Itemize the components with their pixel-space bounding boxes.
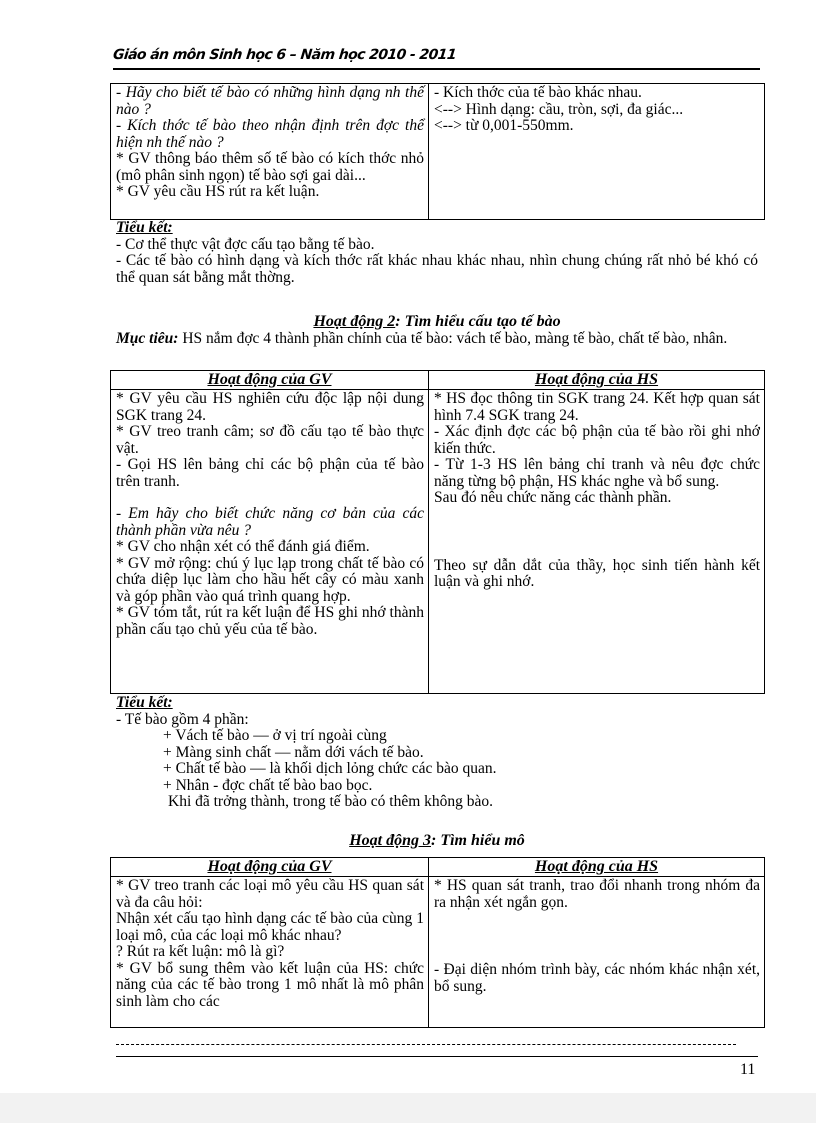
text-line: - Từ 1-3 HS lên bảng chỉ tranh và nêu đợc chức năng từng bộ phận, HS khác nghe và bổ sung. (434, 456, 760, 490)
text-line: * GV mở rộng: chú ý lục lạp trong chất tế bào có chứa diệp lục làm cho hầu hết cây có màu xanh và góp phần vào quá trình quang hợp. (116, 554, 424, 605)
table-2-hs-cell (429, 390, 764, 693)
text-line: * GV yêu cầu HS rút ra kết luận. (116, 183, 320, 200)
header-hs: Hoạt động của HS (534, 371, 659, 388)
activity-2-label: Hoạt động 2 (313, 313, 396, 330)
table-1 (110, 83, 765, 220)
spacer (434, 911, 760, 962)
activity-2-text: : Tìm hiểu cấu tạo tế bào (395, 313, 561, 330)
text-line: * GV tóm tắt, rút ra kết luận để HS ghi nhớ thành phần cấu tạo chủ yếu của tế bào. (116, 604, 424, 638)
footer-dashed-line (116, 1044, 736, 1045)
table-2-gv-cell (111, 390, 429, 693)
text-line: - Các tế bào có hình dạng và kích thớc rất khác nhau khác nhau, nhìn chung chúng rất nhỏ bé khó có thể quan sát bằng mắt thờng. (116, 252, 758, 286)
goal-label: Mục tiêu: (116, 330, 179, 347)
text-line: - Em hãy cho biết chức năng cơ bản của các thành phần vừa nêu ? (116, 505, 424, 539)
table-2-body (111, 390, 764, 693)
activity-2-goal (116, 331, 758, 348)
spacer (434, 507, 760, 558)
summary-2 (116, 695, 758, 811)
text-line: ? Rút ra kết luận: mô là gì? (116, 943, 285, 960)
table-3-hs-cell (429, 877, 764, 1027)
table-1-hs-cell (429, 84, 764, 219)
table-3 (110, 857, 765, 1028)
header-rule (113, 68, 760, 70)
table-3-gv-cell (111, 877, 429, 1027)
text-line: Nhận xét cấu tạo hình dạng các tế bào của cùng 1 loại mô, của các loại mô khác nhau? (116, 910, 424, 944)
text-line: - Xác định đợc các bộ phận của tế bào rồi ghi nhớ kiến thức. (434, 423, 760, 457)
activity-3-text: : Tìm hiểu mô (431, 832, 525, 849)
text-line: - Gọi HS lên bảng chỉ các bộ phận của tế bào trên tranh. (116, 456, 424, 490)
text-line: - Cơ thể thực vật đợc cấu tạo bằng tế bào. (116, 235, 375, 253)
text-line: - Kích thớc tế bào theo nhận định trên đợc thể hiện nh thế nào ? (116, 117, 424, 151)
header-gv: Hoạt động của GV (111, 371, 429, 389)
text-line: * HS quan sát tranh, trao đổi nhanh trong nhóm đa ra nhận xét ngắn gọn. (434, 877, 760, 911)
summary-heading: Tiểu kết: (116, 694, 173, 711)
table-3-body (111, 877, 764, 1027)
table-1-gv-cell (111, 84, 429, 219)
text-line: - Hãy cho biết tế bào có những hình dạng nh thế nào ? (116, 84, 424, 118)
text-line: Khi đã trởng thành, trong tế bào có thêm không bào. (168, 793, 494, 810)
summary-1 (116, 220, 758, 286)
list-item: + Nhân - đợc chất tế bào bao bọc. (163, 776, 373, 794)
goal-paragraph (116, 331, 758, 348)
header-gv: Hoạt động của GV (111, 858, 429, 876)
text-line: * GV treo tranh câm; sơ đồ cấu tạo tế bào thực vật. (116, 423, 424, 457)
list-item: + Màng sinh chất — nằm dới vách tế bào. (163, 743, 424, 761)
header-title: Giáo án môn Sinh học 6 – Năm học 2010 - 2011 (112, 47, 457, 63)
header-hs: Hoạt động của HS (534, 858, 659, 875)
summary-heading: Tiểu kết: (116, 219, 173, 236)
page-number: 11 (740, 1061, 756, 1078)
spacer (116, 490, 424, 506)
text-line: Sau đó nêu chức năng các thành phần. (434, 489, 672, 506)
text-line: * GV treo tranh các loại mô yêu cầu HS quan sát và đa câu hỏi: (116, 877, 424, 911)
text-line: Theo sự dẫn dắt của thầy, học sinh tiến hành kết luận và ghi nhớ. (434, 556, 760, 590)
text-line: * GV yêu cầu HS nghiên cứu độc lập nội dung SGK trang 24. (116, 390, 424, 424)
text-line: - Đại diện nhóm trình bày, các nhóm khác nhận xét, bổ sung. (434, 961, 760, 995)
activity-3-label: Hoạt động 3 (349, 832, 431, 849)
text-line: <--> từ 0,001-550mm. (434, 117, 574, 134)
footer-rule (116, 1056, 758, 1057)
table-3-header (111, 858, 764, 877)
table-2-header (111, 371, 764, 390)
text-line: * GV bổ sung thêm vào kết luận của HS: chức năng của các tế bào trong 1 mô nhất là mô phân sinh làm cho các (116, 959, 424, 1010)
activity-3-title (116, 833, 758, 850)
goal-text: HS nắm đợc 4 thành phần chính của tế bào: vách tế bào, màng tế bào, chất tế bào, nhân. (178, 330, 728, 347)
text-line: - Kích thớc của tế bào khác nhau. (434, 84, 642, 101)
text-line: * GV cho nhận xét có thể đánh giá điểm. (116, 538, 370, 555)
list-item: + Vách tế bào — ở vị trí ngoài cùng (163, 727, 387, 744)
text-line: * HS đọc thông tin SGK trang 24. Kết hợp quan sát hình 7.4 SGK trang 24. (434, 390, 760, 424)
activity-2-title (116, 314, 758, 331)
table-2 (110, 370, 765, 694)
text-line: * GV thông báo thêm số tế bào có kích thớc nhỏ (mô phân sinh ngọn) tế bào sợi gai dài... (116, 150, 424, 184)
text-line: - Tế bào gồm 4 phần: (116, 710, 249, 728)
page-bottom-band (0, 1093, 816, 1123)
list-item: + Chất tế bào — là khối dịch lỏng chức các bào quan. (163, 760, 497, 777)
text-line: <--> Hình dạng: cầu, tròn, sợi, đa giác... (434, 100, 684, 118)
